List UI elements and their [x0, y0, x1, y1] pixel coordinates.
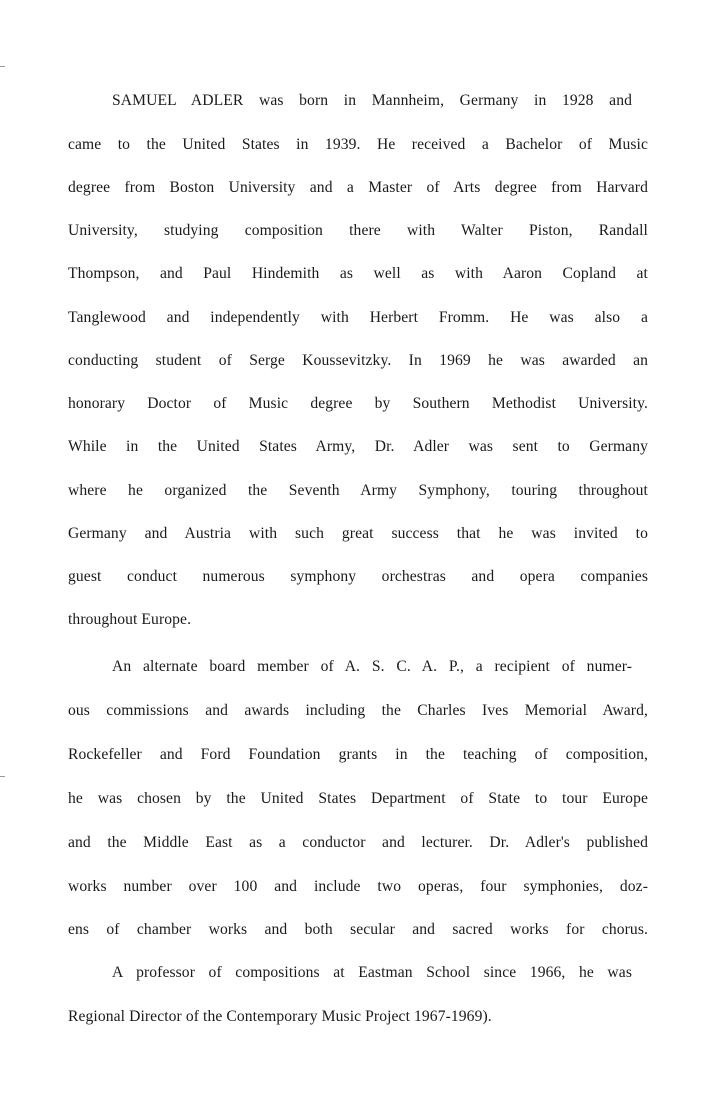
paragraph-line: Germany and Austria with such great success that he was invited to	[68, 525, 648, 542]
paragraph-line: he was chosen by the United States Department of State to tour Europe	[68, 790, 648, 807]
paragraph-line: SAMUEL ADLER was born in Mannheim, Germany in 1928 and	[112, 92, 632, 109]
paragraph-line: While in the United States Army, Dr. Adler was sent to Germany	[68, 438, 648, 455]
paragraph-line: Regional Director of the Contemporary Music Project 1967-1969).	[68, 1008, 492, 1025]
paragraph-line: conducting student of Serge Koussevitzky. In 1969 he was awarded an	[68, 352, 648, 369]
margin-mark	[0, 776, 5, 777]
paragraph-line: came to the United States in 1939. He received a Bachelor of Music	[68, 136, 648, 153]
paragraph-line: throughout Europe.	[68, 611, 192, 628]
margin-mark	[0, 66, 5, 67]
paragraph-line: and the Middle East as a conductor and lecturer. Dr. Adler's published	[68, 834, 648, 851]
paragraph-line: ens of chamber works and both secular and sacred works for chorus.	[68, 921, 648, 938]
paragraph-line: University, studying composition there with Walter Piston, Randall	[68, 222, 648, 239]
paragraph-line: where he organized the Seventh Army Symphony, touring throughout	[68, 482, 648, 499]
paragraph-line: Tanglewood and independently with Herbert Fromm. He was also a	[68, 309, 648, 326]
paragraph-line: honorary Doctor of Music degree by Southern Methodist University.	[68, 395, 648, 412]
paragraph-line: ous commissions and awards including the Charles Ives Memorial Award,	[68, 702, 648, 719]
paragraph-line: guest conduct numerous symphony orchestras and opera companies	[68, 568, 648, 585]
paragraph-line: degree from Boston University and a Master of Arts degree from Harvard	[68, 179, 648, 196]
paragraph-line: A professor of compositions at Eastman School since 1966, he was	[112, 964, 632, 981]
paragraph-line: Thompson, and Paul Hindemith as well as with Aaron Copland at	[68, 265, 648, 282]
paragraph-line: works number over 100 and include two operas, four symphonies, doz-	[68, 878, 648, 895]
paragraph-line: Rockefeller and Ford Foundation grants in the teaching of composition,	[68, 746, 648, 763]
paragraph-line: An alternate board member of A. S. C. A. P., a recipient of numer-	[112, 658, 632, 675]
